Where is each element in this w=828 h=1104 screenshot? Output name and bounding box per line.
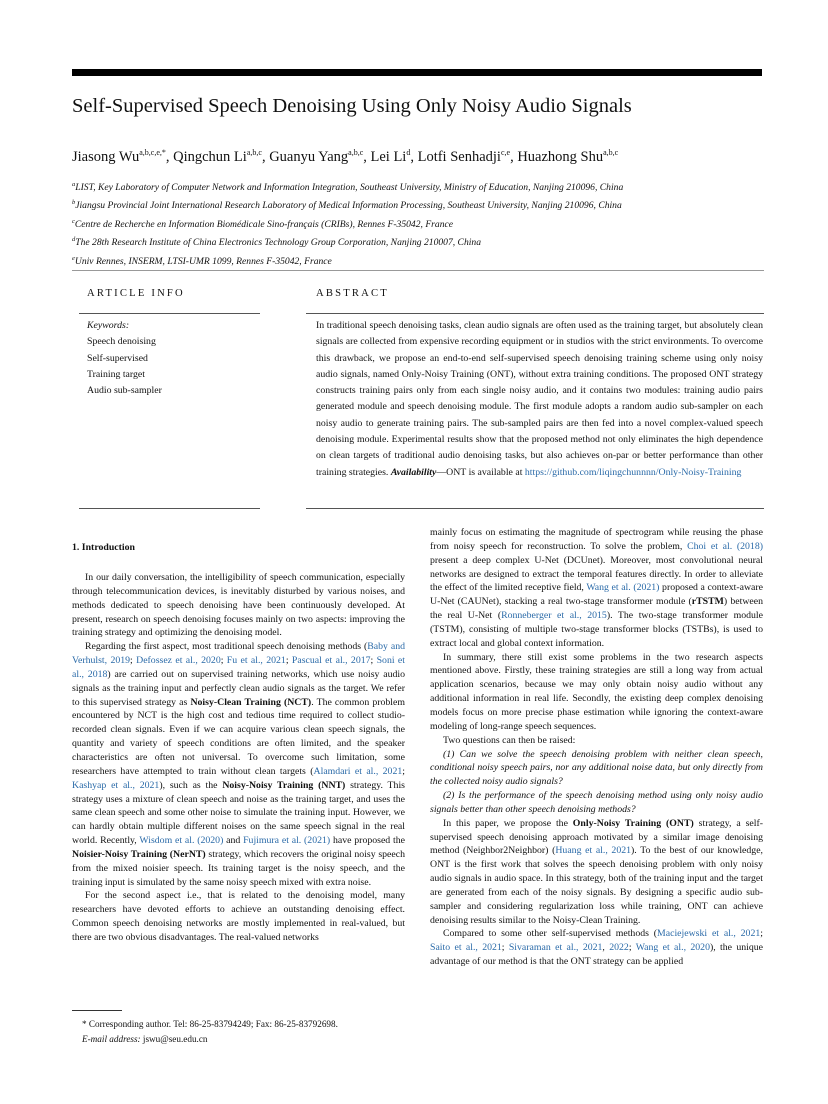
keyword: Audio sub-sampler	[87, 385, 162, 397]
author-list: Jiasong $Wu^{a,b,c,e,*}$, Qingchun Li$^{a,b,c}$, Guanyu Yang$^{a,b,c}$, Lei Li$^d$, Lotfi Senhadji$^{c,e}$, Huazhong Shu$^{a,b,c}$	[72, 148, 619, 165]
affiliation: $^c$Centre de Recherche en Information Biomédicale Sino-français (CRIBs), Rennes F-35042, France	[72, 217, 454, 230]
abstract-text: In traditional speech denoising tasks, clean audio signals are often used as the training target, but absolutely clean signals are collected from expensive recording equipment or in studios with the strict environments. To overcome this drawback, we propose an end-to-end self-supervised speech denoising training scheme using only noisy audio signals, named Only-Noisy Training (ONT), without extra training conditions. The proposed ONT strategy constructs training pairs only from each single noisy audio, and it contains two modules: training audio pairs generated module and speech denoising module. The first module adopts a random audio sub-sampler on each noisy audio to generate training pairs. The sub-sampled pairs are then fed into a novel complex-valued speech denoising module. Experimental results show that the proposed method not only eliminates the high dependence on clean targets of traditional audio denoising tasks, but also achieves on-par or better performance than other training strategies. Availability—ONT is available at https://github.com/liqingchunnnn/Only-Noisy-Training	[316, 320, 763, 478]
footnote-rule	[72, 1010, 122, 1011]
author-name: Lotfi Senhadji	[417, 148, 501, 165]
right-column	[430, 526, 763, 969]
author-affiliation-marks: a,b,c	[603, 148, 619, 157]
citation-link[interactable]: Maciejewski et al., 2021	[657, 928, 761, 940]
author-name: Lei Li	[370, 148, 407, 165]
divider	[306, 508, 764, 509]
footnote	[82, 1017, 338, 1047]
corresponding-author-note: * Corresponding author. Tel: 86-25-83794249; Fax: 86-25-83792698.	[82, 1019, 338, 1029]
author-affiliation-marks: a,b,c	[348, 148, 364, 157]
affiliation-mark: a	[72, 181, 76, 188]
divider	[79, 313, 260, 314]
paragraph: mainly focus on estimating the magnitude of spectrogram while reusing the phase from noisy speech for reconstruction. To solve the problem, Choi et al. (2018) present a deep complex U-Net (DCUnet). Moreover, most convolutional neural networks are designed to extract the temporal features directly. In order to alleviate the effect of the limited receptive field, Wang et al. (2021) proposed a context-aware U-Net (CAUNet), stacking a real two-stage transformer module (rTSTM) between the real U-Net (Ronneberger et al., 2015). The two-stage transformer module (TSTM), consisting of multiple two-stage transformer blocks (TSTBs), is used to extract local and global context information.	[430, 527, 763, 649]
author-name: Huazhong Shu	[517, 148, 604, 165]
keyword: Self-supervised	[87, 352, 148, 364]
paragraph: Compared to some other self-supervised methods (Maciejewski et al., 2021; Saito et al., 2021; Sivaraman et al., 2021, 2022; Wang et al., 2020), the unique advantage of our method is that the ONT strategy can be applied	[430, 928, 763, 968]
citation-link[interactable]: Defossez et al., 2020	[136, 655, 221, 667]
citation-link[interactable]: Baby and Verhulst, 2019	[72, 641, 405, 667]
keyword: Speech denoising	[87, 336, 156, 348]
citation-link[interactable]: Kashyap et al., 2021	[72, 779, 160, 791]
citation-link[interactable]: Alamdari et al., 2021	[313, 765, 403, 777]
left-column	[72, 571, 405, 945]
citation-link[interactable]: Sivaraman et al., 2021	[508, 942, 603, 954]
citation-link[interactable]: Choi et al. (2018)	[687, 540, 763, 552]
question: (2) Is the performance of the speech denoising method using only noisy audio signals better than other speech denoising methods?	[430, 790, 763, 815]
affiliation: $^e$Univ Rennes, INSERM, LTSI-UMR 1099, Rennes F-35042, France	[72, 254, 332, 267]
paragraph: In summary, there still exist some problems in the two research aspects mentioned above. Firstly, these training strategies are still a long way from actual application scenarios, because we may only obtain noisy audio without any additional information in real life. Secondly, the existing deep complex denoising models focus on more precise phase estimation while ignoring the context-aware modeling of long-range speech sequences.	[430, 651, 763, 732]
author-affiliation-marks: c,e	[500, 148, 511, 157]
citation-link[interactable]: Wang et al., 2020	[635, 942, 710, 954]
author-name: Jiasong Wu	[72, 148, 140, 165]
citation-link[interactable]: Huang et al., 2021	[555, 845, 632, 857]
affiliation-mark: c	[72, 217, 75, 225]
divider	[79, 508, 260, 509]
availability-label: Availability	[390, 466, 437, 478]
header-rule	[72, 69, 762, 76]
affiliation-mark: b	[72, 199, 76, 207]
code-link[interactable]: https://github.com/liqingchunnnn/Only-Noisy-Training	[524, 466, 742, 478]
affiliation: $^b$Jiangsu Provincial Joint International Research Laboratory of Medical Information Processing, Southeast University, Nanjing 210096, China	[72, 199, 622, 212]
affiliation-mark: e	[72, 254, 75, 262]
citation-link[interactable]: Pascual et al., 2017	[291, 655, 371, 667]
author-affiliation-marks: a,b,c	[246, 148, 262, 157]
keywords-block	[87, 318, 162, 399]
section-heading: 1. Introduction	[72, 542, 135, 553]
citation-link[interactable]: Fujimura et al. (2021)	[243, 835, 331, 847]
author-name: Qingchun Li	[173, 148, 247, 165]
paragraph: Regarding the first aspect, most traditional speech denoising methods (Baby and Verhulst, 2019; Defossez et al., 2020; Fu et al., 2021; Pascual et al., 2017; Soni et al., 2018) are carried out on supervised training networks, which use noisy audio signals as the training input and perfectly clean audio signals as the target. We refer to this supervised strategy as Noisy-Clean Training (NCT). The common problem encountered by NCT is the high cost and tedious time required to collect studio-recorded clean signals. Even if we can acquire various clean speech signals, the quantity and variety of speech conditions are often limited, and the speaker characteristics are often not universal. To overcome such limitation, some researchers have attempted to train without clean targets (Alamdari et al., 2021; Kashyap et al., 2021), such as the Noisy-Noisy Training (NNT) strategy. This strategy uses a mixture of clean speech and noise as the training target, and uses the same clean speech and some other noise to simulate the training input. However, we can hardly obtain multiple different noises on the same speech signal in the real world. Recently, Wisdom et al. (2020) and Fujimura et al. (2021) have proposed the Noisier-Noisy Training (NerNT) strategy, which recovers the original noisy speech from the mixed noisier speech. Its training target is the noisy speech, and the training input is simulated by the same noisy speech mixed with extra noise.	[72, 641, 406, 888]
divider	[72, 270, 764, 271]
affiliation-mark: d	[72, 236, 76, 244]
affiliation-list	[72, 177, 772, 269]
author-affiliation-marks: d	[406, 148, 411, 157]
author-affiliation-marks: a,b,c,e,*	[139, 148, 166, 157]
paragraph: Two questions can then be raised:	[443, 734, 576, 746]
divider	[306, 313, 764, 314]
paragraph: In our daily conversation, the intelligibility of speech communication, especially through telecommunication devices, is inevitably disturbed by various noises, and methods dedicated to speech denoising have been continuously developed. At present, research on speech denoising focuses mainly on two aspects: improving the training strategy and optimizing the denoising model.	[72, 572, 405, 639]
paragraph: In this paper, we propose the Only-Noisy Training (ONT) strategy, a self-supervised speech denoising approach motivated by a similar image denoising method (Neighbor2Neighbor) (Huang et al., 2021). To the best of our knowledge, ONT is the first work that solves the speech denoising problem with only noisy audio signals in audio space. In this strategy, both of the training input and the target are generated from each of the noisy signals. By designing a specific audio sub-sampler and considering regularization loss while training, ONT can achieve denoising results similar to the Noisy-Clean Training.	[430, 817, 763, 926]
paper-title: Self-Supervised Speech Denoising Using Only Noisy Audio Signals	[72, 95, 632, 117]
abstract-heading: ABSTRACT	[316, 288, 389, 299]
keyword: Training target	[87, 368, 145, 380]
citation-link[interactable]: Wang et al. (2021)	[586, 582, 660, 594]
article-info-heading: ARTICLE INFO	[87, 288, 185, 299]
citation-link[interactable]: Soni et al., 2018	[72, 655, 405, 680]
citation-link[interactable]: Fu et al., 2021	[226, 655, 286, 667]
author-name: Guanyu Yang	[269, 148, 349, 165]
paragraph: For the second aspect i.e., that is related to the denoising model, many researchers have devoted efforts to achieve an outstanding denoising effect. Common speech denoising networks are mostly implemented in real-valued, but there are two obvious disadvantages. The real-valued networks	[72, 890, 405, 943]
affiliation: $^d$The 28th Research Institute of China Electronics Technology Group Corporation, Nanjing 210007, China	[72, 236, 482, 249]
citation-link[interactable]: Saito et al., 2021	[430, 942, 502, 954]
citation-link[interactable]: Wisdom et al. (2020)	[139, 835, 224, 847]
citation-link[interactable]: 2022	[609, 942, 629, 954]
question: (1) Can we solve the speech denoising problem with neither clean speech, conditional noisy speech pairs, nor any additional noise data, but only directly from the collected noisy audio signals?	[430, 748, 763, 788]
keywords-label: Keywords:	[87, 320, 130, 331]
email-note: E-mail address: jswu@seu.edu.cn	[82, 1034, 208, 1044]
citation-link[interactable]: Ronneberger et al., 2015	[501, 610, 607, 622]
affiliation: $^a$LIST, Key Laboratory of Computer Network and Information Integration, Southeast University, Ministry of Education, Nanjing 210096, China	[72, 181, 624, 194]
